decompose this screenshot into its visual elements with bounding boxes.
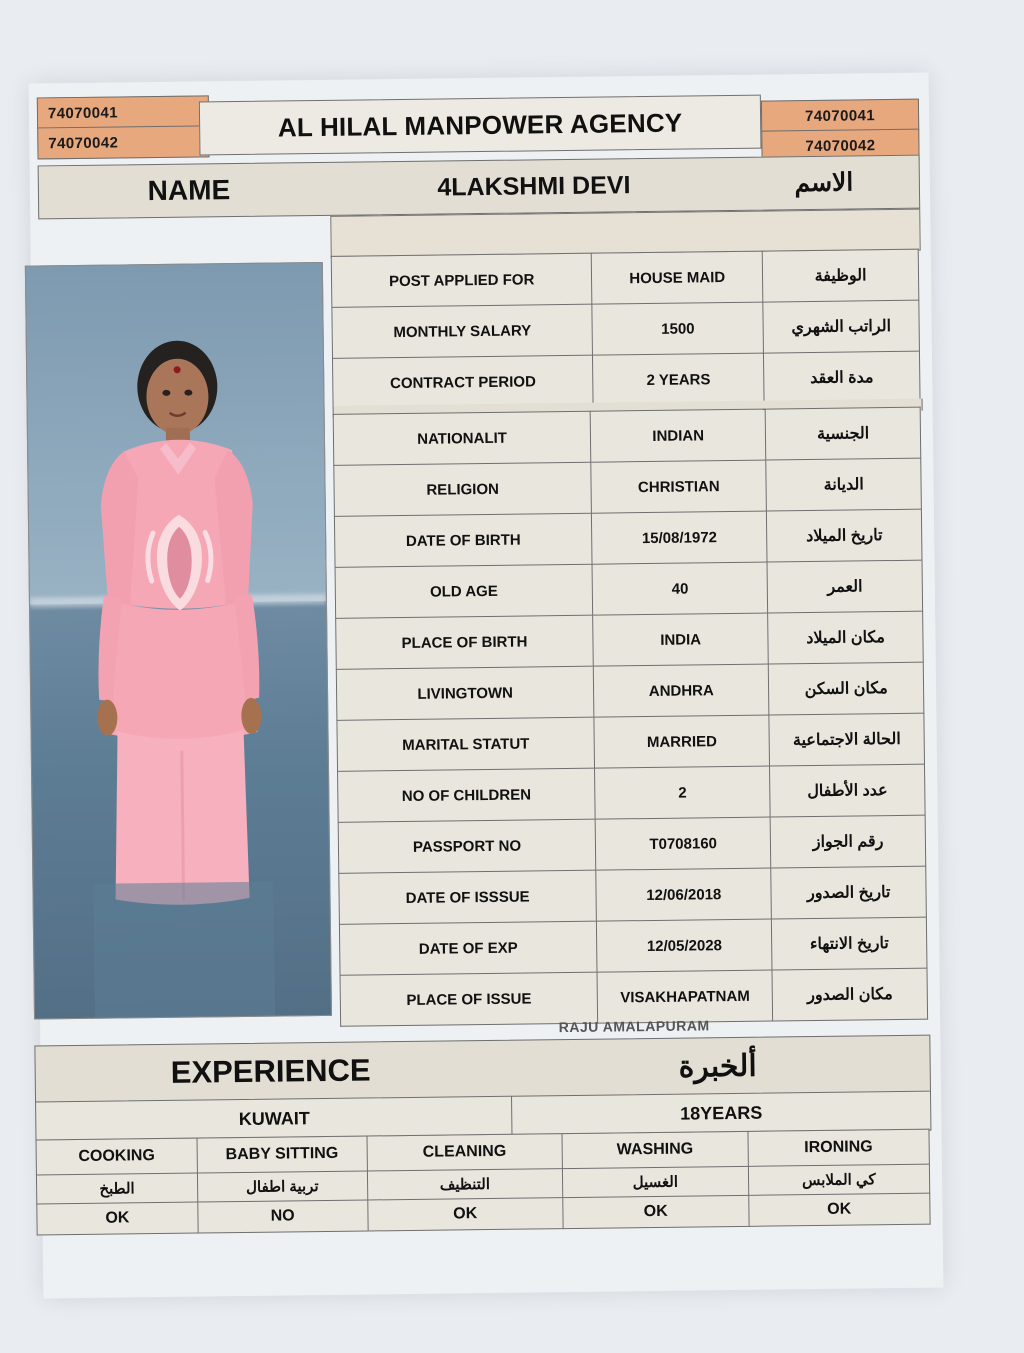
cv-document-sheet bbox=[29, 73, 944, 1299]
detail-label-arabic: تاريخ الصدور bbox=[771, 866, 926, 919]
table-row bbox=[335, 560, 923, 618]
skill-label-arabic: التنظيف bbox=[367, 1169, 563, 1200]
skill-label: IRONING bbox=[748, 1129, 930, 1166]
detail-label-arabic: الحالة الاجتماعية bbox=[769, 713, 924, 766]
detail-value: VISAKHAPATNAM bbox=[597, 970, 773, 1023]
table-row bbox=[336, 611, 924, 669]
detail-label: CONTRACT PERIOD bbox=[332, 355, 593, 409]
detail-label: DATE OF EXP bbox=[339, 921, 597, 975]
experience-years: 18YEARS bbox=[511, 1091, 931, 1136]
detail-label-arabic: الوظيفة bbox=[762, 249, 918, 302]
experience-label: EXPERIENCE bbox=[170, 1052, 371, 1090]
table-row bbox=[338, 764, 926, 822]
skill-value: OK bbox=[563, 1195, 749, 1228]
detail-label-arabic: الديانة bbox=[766, 458, 921, 511]
detail-value: 12/06/2018 bbox=[596, 868, 772, 921]
applicant-photo bbox=[25, 262, 332, 1020]
skill-label: BABY SITTING bbox=[197, 1136, 367, 1173]
skills-table bbox=[36, 1129, 931, 1236]
detail-label: POST APPLIED FOR bbox=[331, 253, 592, 307]
detail-label: PLACE OF BIRTH bbox=[336, 615, 594, 669]
detail-label: OLD AGE bbox=[335, 564, 593, 618]
skill-label-arabic: تربية اطفال bbox=[197, 1171, 367, 1202]
agency-title: AL HILAL MANPOWER AGENCY bbox=[199, 95, 762, 156]
name-value: 4LAKSHMI DEVI bbox=[437, 170, 631, 202]
photo-person-figure bbox=[26, 263, 331, 1019]
detail-label-arabic: رقم الجواز bbox=[770, 815, 925, 868]
table-row bbox=[332, 300, 920, 358]
table-row bbox=[333, 407, 921, 465]
skill-label-arabic: الغسيل bbox=[562, 1166, 748, 1197]
details-table-secondary bbox=[333, 407, 928, 1027]
table-row bbox=[334, 509, 922, 567]
detail-label-arabic: مدة العقد bbox=[764, 351, 920, 404]
table-row bbox=[336, 662, 924, 720]
skill-value: OK bbox=[367, 1198, 563, 1231]
skill-value: OK bbox=[37, 1202, 198, 1235]
detail-label: PLACE OF ISSUE bbox=[340, 972, 598, 1026]
detail-value: MARRIED bbox=[594, 715, 770, 768]
detail-label-arabic: العمر bbox=[767, 560, 922, 613]
detail-value: HOUSE MAID bbox=[592, 251, 763, 304]
reference-code-left-1: 74070041 bbox=[37, 95, 209, 129]
detail-label: NO OF CHILDREN bbox=[338, 768, 596, 822]
skill-label: WASHING bbox=[562, 1131, 748, 1168]
reference-code-right-1: 74070041 bbox=[761, 99, 919, 133]
detail-value: ANDHRA bbox=[593, 664, 769, 717]
experience-country: KUWAIT bbox=[35, 1096, 513, 1142]
skill-label: CLEANING bbox=[367, 1134, 563, 1171]
detail-label: DATE OF ISSSUE bbox=[339, 870, 597, 924]
detail-label-arabic: الجنسية bbox=[765, 407, 920, 460]
reference-code-left-2: 74070042 bbox=[37, 125, 209, 159]
name-label-arabic: الاسم bbox=[794, 168, 854, 198]
skill-label: COOKING bbox=[36, 1138, 197, 1175]
skill-value: NO bbox=[198, 1200, 368, 1233]
detail-label-arabic: عدد الأطفال bbox=[770, 764, 925, 817]
detail-value: 12/05/2028 bbox=[597, 919, 773, 972]
detail-label: MONTHLY SALARY bbox=[332, 304, 593, 358]
detail-value: 2 YEARS bbox=[593, 353, 764, 406]
skill-value: OK bbox=[748, 1193, 930, 1226]
detail-label: PASSPORT NO bbox=[338, 819, 596, 873]
table-row bbox=[337, 713, 925, 771]
details-table-primary bbox=[331, 249, 921, 410]
table-row bbox=[338, 815, 926, 873]
reference-code-right-2: 74070042 bbox=[761, 129, 919, 163]
detail-label: DATE OF BIRTH bbox=[334, 513, 592, 567]
detail-value: 1500 bbox=[592, 302, 763, 355]
detail-label: MARITAL STATUT bbox=[337, 717, 595, 771]
detail-value: INDIA bbox=[593, 613, 769, 666]
detail-label-arabic: تاريخ الميلاد bbox=[767, 509, 922, 562]
skill-label-arabic: كي الملابس bbox=[748, 1164, 930, 1195]
experience-label-arabic: ألخبرة bbox=[678, 1049, 757, 1084]
detail-label-arabic: مكان الصدور bbox=[772, 968, 927, 1021]
detail-value: 40 bbox=[592, 562, 768, 615]
detail-value: T0708160 bbox=[595, 817, 771, 870]
name-label: NAME bbox=[147, 174, 231, 207]
detail-value: INDIAN bbox=[590, 409, 766, 462]
sub-note: RAJU AMALAPURAM bbox=[558, 1017, 710, 1036]
detail-label-arabic: الراتب الشهري bbox=[763, 300, 919, 353]
detail-label: LIVINGTOWN bbox=[336, 666, 594, 720]
detail-value: 15/08/1972 bbox=[592, 511, 768, 564]
table-row bbox=[331, 249, 919, 307]
detail-label-arabic: تاريخ الانتهاء bbox=[772, 917, 927, 970]
detail-value: 2 bbox=[595, 766, 771, 819]
detail-label-arabic: مكان الميلاد bbox=[768, 611, 923, 664]
table-row bbox=[334, 458, 922, 516]
table-row bbox=[339, 866, 927, 924]
skill-label-arabic: الطبخ bbox=[36, 1173, 197, 1204]
document-header bbox=[37, 87, 918, 164]
table-row bbox=[339, 917, 927, 975]
detail-value: CHRISTIAN bbox=[591, 460, 767, 513]
detail-label: NATIONALIT bbox=[333, 411, 591, 465]
detail-label-arabic: مكان السكن bbox=[769, 662, 924, 715]
detail-label: RELIGION bbox=[334, 462, 592, 516]
